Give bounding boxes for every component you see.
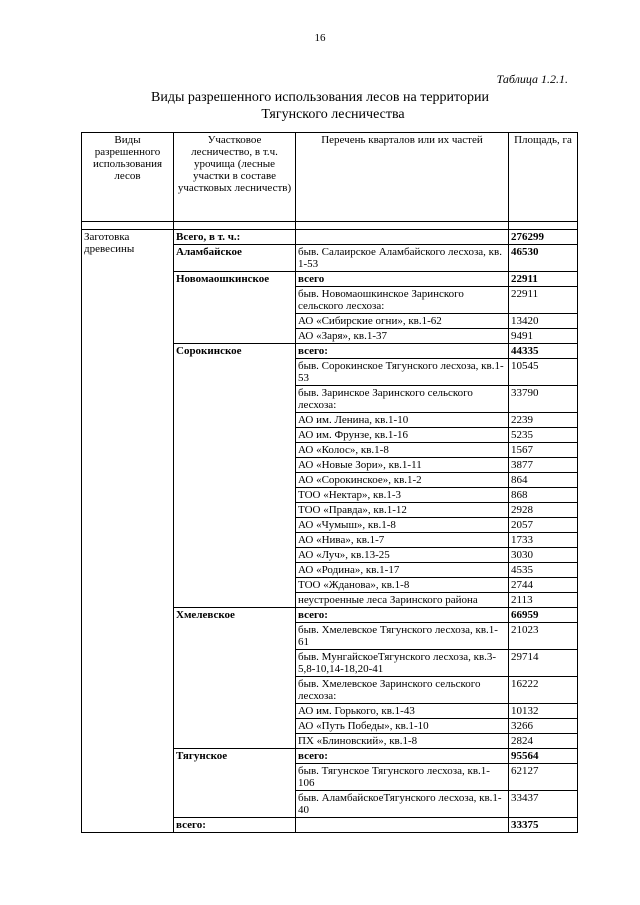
table-row <box>82 230 578 245</box>
quarters-cell: быв. Заринское Заринского сельского лесхоза: <box>296 386 509 413</box>
header-quarters: Перечень кварталов или их частей <box>296 133 509 222</box>
quarters-cell: быв. АламбайскоеТягунского лесхоза, кв.1-40 <box>296 791 509 818</box>
area-cell: 46530 <box>509 245 578 272</box>
district-total-label: всего: <box>296 344 509 359</box>
district-name: Новомаошкинское <box>174 272 296 344</box>
use-type-cell: Заготовка древесины <box>82 230 174 833</box>
header-area: Площадь, га <box>509 133 578 222</box>
quarters-cell: АО «Колос», кв.1-8 <box>296 443 509 458</box>
district-name: Сорокинское <box>174 344 296 608</box>
district-name: Аламбайское <box>174 245 296 272</box>
quarters-cell: быв. МунгайскоеТягунского лесхоза, кв.3-5,8-10,14-18,20-41 <box>296 650 509 677</box>
header-district: Участковое лесничество, в т.ч. урочища (лесные участки в составе участковых лесничеств) <box>174 133 296 222</box>
quarters-cell: АО им. Фрунзе, кв.1-16 <box>296 428 509 443</box>
footer-total-area: 33375 <box>509 818 578 833</box>
district-name: Тягунское <box>174 749 296 818</box>
area-cell: 2113 <box>509 593 578 608</box>
footer-total-label: всего: <box>174 818 296 833</box>
quarters-cell: АО «Новые Зори», кв.1-11 <box>296 458 509 473</box>
area-cell: 3266 <box>509 719 578 734</box>
area-cell: 10545 <box>509 359 578 386</box>
district-total-label: всего <box>296 272 509 287</box>
quarters-cell: ТОО «Жданова», кв.1-8 <box>296 578 509 593</box>
quarters-cell: быв. Сорокинское Тягунского лесхоза, кв.1-53 <box>296 359 509 386</box>
district-total-area: 44335 <box>509 344 578 359</box>
quarters-cell: АО «Луч», кв.13-25 <box>296 548 509 563</box>
area-cell: 868 <box>509 488 578 503</box>
quarters-cell: АО им. Горького, кв.1-43 <box>296 704 509 719</box>
quarters-cell: быв. Новомаошкинское Заринского сельского лесхоза: <box>296 287 509 314</box>
spacer-row <box>82 222 578 230</box>
area-cell: 4535 <box>509 563 578 578</box>
area-cell: 3030 <box>509 548 578 563</box>
quarters-cell: АО «Сорокинское», кв.1-2 <box>296 473 509 488</box>
area-cell: 13420 <box>509 314 578 329</box>
area-cell: 5235 <box>509 428 578 443</box>
quarters-cell: быв. Тягунское Тягунского лесхоза, кв.1-106 <box>296 764 509 791</box>
area-cell: 2744 <box>509 578 578 593</box>
total-all-area: 276299 <box>509 230 578 245</box>
header-row <box>82 133 578 222</box>
table-label: Таблица 1.2.1. <box>496 72 568 86</box>
quarters-cell: быв. Хмелевское Тягунского лесхоза, кв.1-61 <box>296 623 509 650</box>
area-cell: 62127 <box>509 764 578 791</box>
quarters-cell: АО «Чумыш», кв.1-8 <box>296 518 509 533</box>
area-cell: 33437 <box>509 791 578 818</box>
area-cell: 22911 <box>509 287 578 314</box>
district-name: Хмелевское <box>174 608 296 749</box>
page-number: 16 <box>314 32 326 44</box>
area-cell: 29714 <box>509 650 578 677</box>
district-total-label: всего: <box>296 608 509 623</box>
quarters-cell: АО «Нива», кв.1-7 <box>296 533 509 548</box>
quarters-cell: быв. Салаирское Аламбайского лесхоза, кв. 1-53 <box>296 245 509 272</box>
total-all-label: Всего, в т. ч.: <box>174 230 296 245</box>
area-cell: 1733 <box>509 533 578 548</box>
area-cell: 2928 <box>509 503 578 518</box>
area-cell: 33790 <box>509 386 578 413</box>
area-cell: 1567 <box>509 443 578 458</box>
district-total-area: 95564 <box>509 749 578 764</box>
district-total-area: 22911 <box>509 272 578 287</box>
quarters-cell: ПХ «Блиновский», кв.1-8 <box>296 734 509 749</box>
area-cell: 10132 <box>509 704 578 719</box>
quarters-cell: АО «Заря», кв.1-37 <box>296 329 509 344</box>
area-cell: 2824 <box>509 734 578 749</box>
district-total-label: всего: <box>296 749 509 764</box>
title-line-1: Виды разрешенного использования лесов на территории <box>151 90 489 105</box>
quarters-cell: АО «Родина», кв.1-17 <box>296 563 509 578</box>
area-cell: 9491 <box>509 329 578 344</box>
area-cell: 2239 <box>509 413 578 428</box>
area-cell: 864 <box>509 473 578 488</box>
header-use-type: Виды разрешенного использования лесов <box>82 133 174 222</box>
quarters-cell: АО «Путь Победы», кв.1-10 <box>296 719 509 734</box>
document-title <box>0 89 640 123</box>
area-cell: 2057 <box>509 518 578 533</box>
area-cell: 16222 <box>509 677 578 704</box>
quarters-cell: ТОО «Правда», кв.1-12 <box>296 503 509 518</box>
quarters-cell: неустроенные леса Заринского района <box>296 593 509 608</box>
district-total-area: 66959 <box>509 608 578 623</box>
quarters-cell: ТОО «Нектар», кв.1-3 <box>296 488 509 503</box>
title-line-2: Тягунского лесничества <box>261 107 405 122</box>
area-cell: 21023 <box>509 623 578 650</box>
area-cell: 3877 <box>509 458 578 473</box>
quarters-cell: АО им. Ленина, кв.1-10 <box>296 413 509 428</box>
quarters-cell: АО «Сибирские огни», кв.1-62 <box>296 314 509 329</box>
quarters-cell: быв. Хмелевское Заринского сельского лесхоза: <box>296 677 509 704</box>
forest-use-table <box>81 132 578 833</box>
